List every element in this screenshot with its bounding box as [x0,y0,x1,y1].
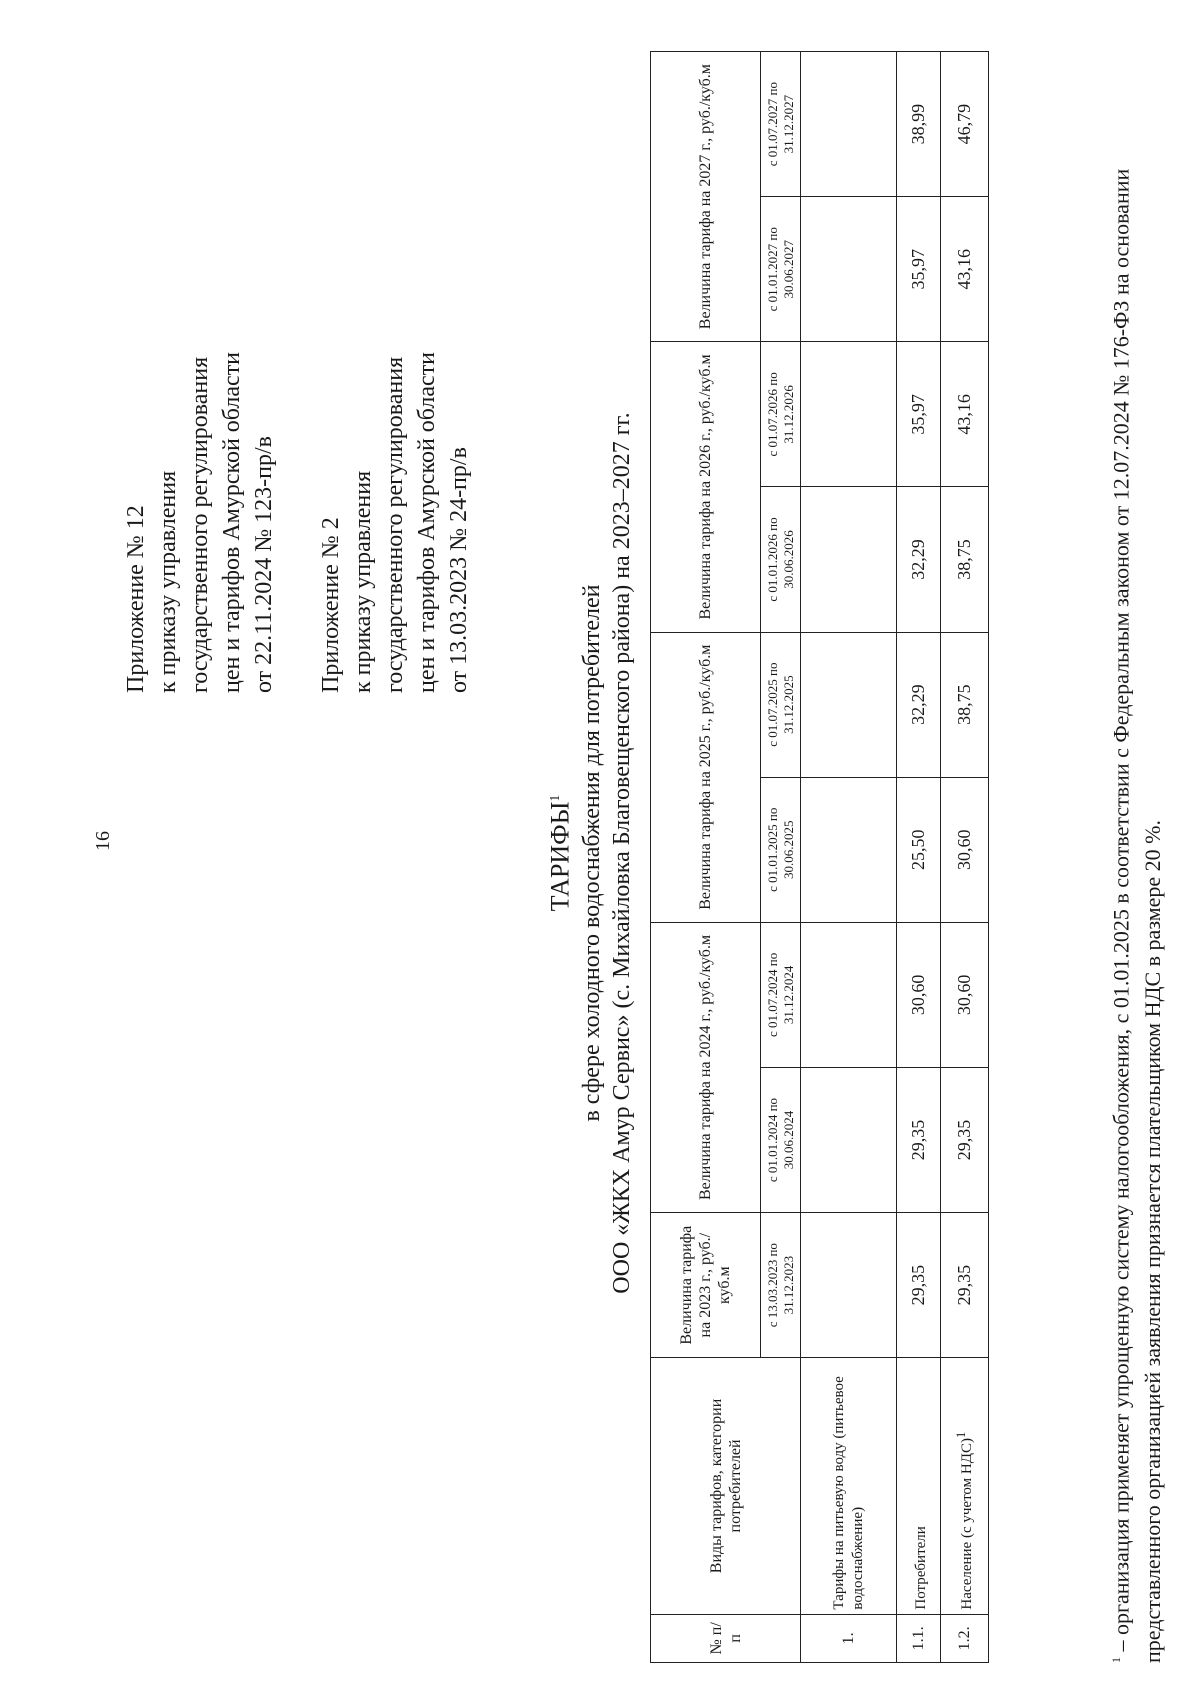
header-year-2025: Величина тарифа на 2025 г., руб./куб.м [651,632,761,922]
tariff-value: 29,35 [941,1213,989,1358]
tariff-value: 43,16 [941,342,989,487]
appendix-reference-current [120,352,280,693]
appendix-line: от 13.03.2023 № 24-пр/в [446,447,472,693]
document-subtitle-2: ООО «ЖКХ Амур Сервис» (с. Михайловка Благовещенского района) на 2023–2027 гг. [608,412,635,1294]
empty-cell [801,632,897,777]
header-year-2027: Величина тарифа на 2027 г., руб./куб.м [651,52,761,342]
tariff-value: 35,97 [897,342,941,487]
tariff-value: 38,75 [941,632,989,777]
row-name-text: Потребители [913,1526,929,1610]
document-subtitle-1: в сфере холодного водоснабжения для потребителей [578,584,605,1122]
header-year-2024: Величина тарифа на 2024 г., руб./куб.м [651,922,761,1212]
appendix-line: к приказу управления [350,470,376,693]
empty-cell [801,777,897,922]
row-name-mark: 1 [954,1431,968,1439]
tariff-value: 46,79 [941,52,989,197]
period-cell: с 01.07.2026 по 31.12.2026 [761,342,801,487]
period-cell: с 01.01.2027 по 30.06.2027 [761,197,801,342]
tariff-value: 30,60 [941,777,989,922]
footnote-mark: 1 [1109,1657,1123,1663]
tariff-value: 35,97 [897,197,941,342]
title-text: ТАРИФЫ [545,801,575,912]
row-num: 1. [801,1614,897,1662]
table-row [941,52,989,1663]
appendix-line: к приказу управления [155,470,181,693]
footnote [1100,43,1169,1663]
period-cell: с 01.01.2025 по 30.06.2025 [761,777,801,922]
row-name: Тарифы на питьевую воду (питьевое водоснабжение) [801,1358,897,1614]
appendix-line: государственного регулирования [382,356,408,693]
appendix-line: цен и тарифов Амурской области [414,351,440,693]
empty-cell [801,1067,897,1212]
row-name [897,1358,941,1614]
tariff-value: 25,50 [897,777,941,922]
document-title [540,43,577,1663]
appendix-line: от 22.11.2024 № 123-пр/в [251,435,277,693]
row-name-text: Население (с учетом НДС) [959,1438,975,1610]
footnote-text: – организация применяет упрощенную систему налогообложения, с 01.01.2025 в соответствии с Федеральным законом от 12.07.2024 № 176-ФЗ на основании представленного организацией заявления признается плательщиком НДС в размере 20 %. [1108,168,1166,1663]
table-header-row [651,52,761,1663]
empty-cell [801,487,897,632]
tariff-value: 29,35 [897,1067,941,1212]
tariff-value: 29,35 [941,1067,989,1212]
title-footnote-mark: 1 [548,794,563,802]
empty-cell [801,52,897,197]
document-title-block [540,43,637,1663]
empty-cell [801,922,897,1067]
row-num: 1.1. [897,1614,941,1662]
header-year-2023: Величина тарифа на 2023 г., руб./куб.м [651,1213,761,1358]
tariff-value: 30,60 [941,922,989,1067]
tariff-value: 32,29 [897,632,941,777]
empty-cell [801,1213,897,1358]
period-cell: с 01.07.2025 по 31.12.2025 [761,632,801,777]
empty-cell [801,197,897,342]
page-number: 16 [92,831,114,851]
period-cell: с 01.01.2026 по 30.06.2026 [761,487,801,632]
tariff-value: 38,75 [941,487,989,632]
period-cell: с 13.03.2023 по 31.12.2023 [761,1213,801,1358]
table-row [897,52,941,1663]
appendix-line: цен и тарифов Амурской области [219,351,245,693]
period-cell: с 01.07.2024 по 31.12.2024 [761,922,801,1067]
period-cell: с 01.07.2027 по 31.12.2027 [761,52,801,197]
tariff-value: 29,35 [897,1213,941,1358]
header-year-2026: Величина тарифа на 2026 г., руб./куб.м [651,342,761,632]
appendix-line: Приложение № 12 [123,505,149,693]
tariff-value: 30,60 [897,922,941,1067]
tariff-value: 32,29 [897,487,941,632]
table-section-row [801,52,897,1663]
period-cell: с 01.01.2024 по 30.06.2024 [761,1067,801,1212]
appendix-reference-previous [315,352,475,693]
row-num: 1.2. [941,1614,989,1662]
row-name [941,1358,989,1614]
tariff-value: 38,99 [897,52,941,197]
appendix-line: государственного регулирования [187,356,213,693]
appendix-line: Приложение № 2 [318,517,344,693]
header-num: № п/п [651,1614,801,1662]
header-kind: Виды тарифов, категории потребителей [651,1358,801,1614]
tariff-value: 43,16 [941,197,989,342]
empty-cell [801,342,897,487]
tariff-table [650,51,989,1663]
